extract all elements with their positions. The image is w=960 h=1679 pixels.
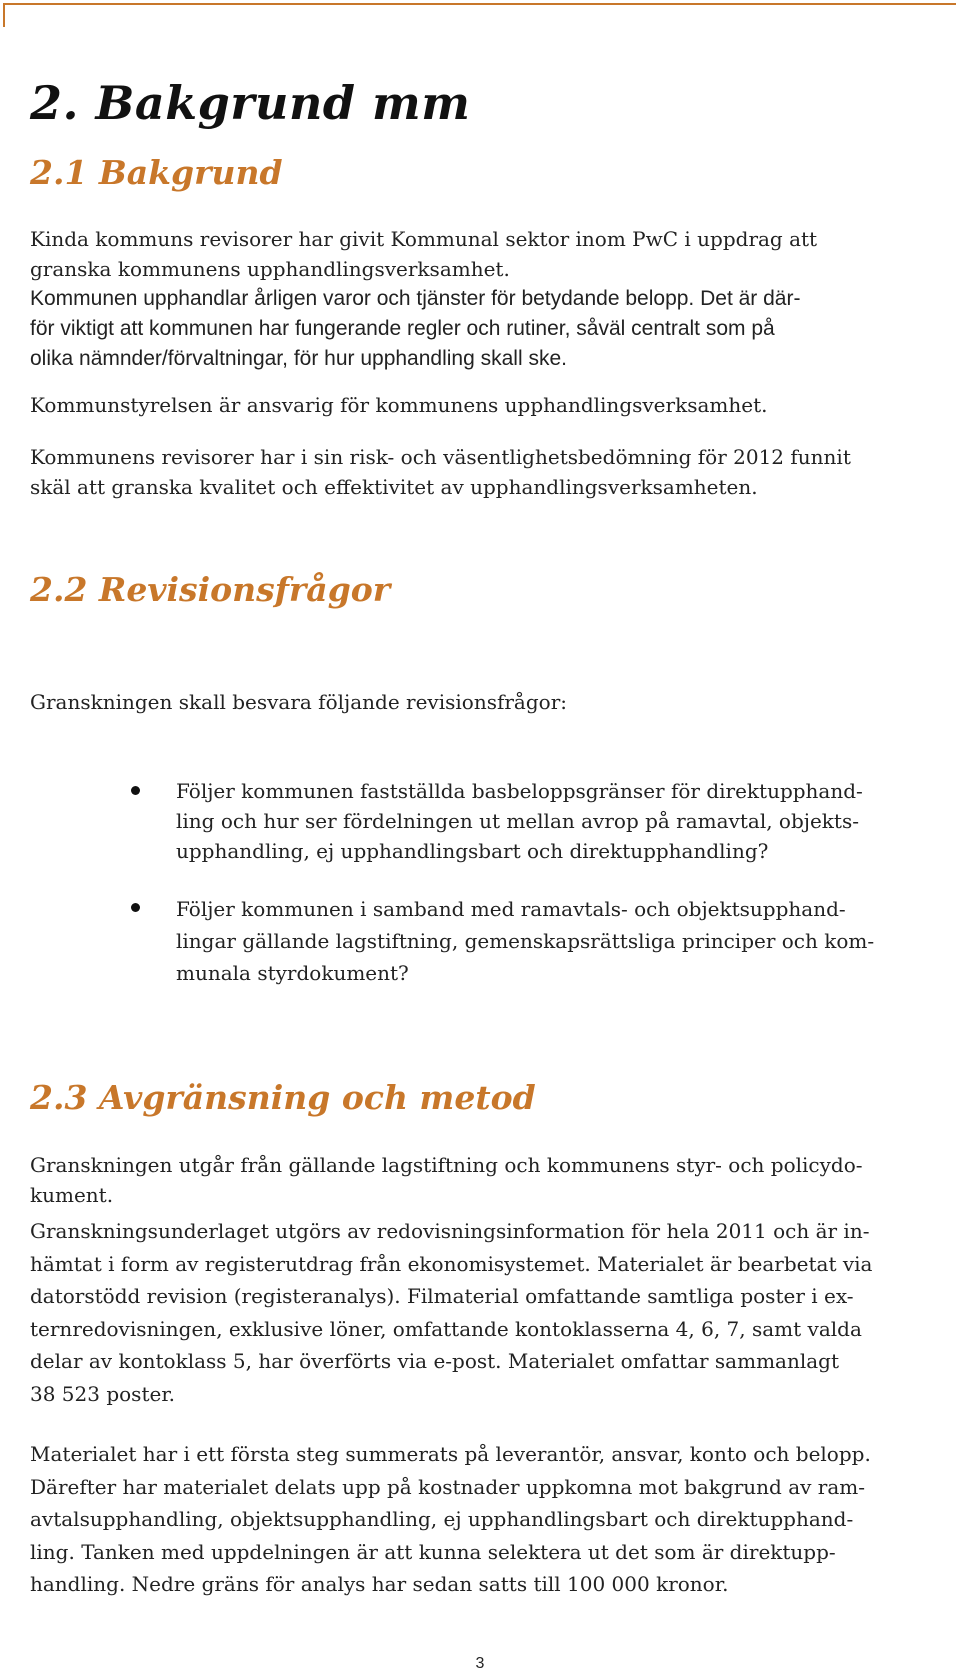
text-line: ling och hur ser fördelningen ut mellan avrop på ramavtal, objekts- xyxy=(176,809,859,833)
text-line: granska kommunens upphandlingsverksamhet. xyxy=(30,257,510,281)
text-line: Kommunstyrelsen är ansvarig för kommunens upphandlingsverksamhet. xyxy=(30,393,768,417)
section-heading-avgransning: 2.3 Avgränsning och metod xyxy=(30,1078,536,1117)
text-line: skäl att granska kvalitet och effektivitet av upphandlingsverksamheten. xyxy=(30,475,758,499)
text-line: ling. Tanken med uppdelningen är att kunna selektera ut det som är direktupp- xyxy=(30,1539,836,1564)
paragraph-uppdrag xyxy=(30,224,935,284)
page-frame-top-rule xyxy=(3,3,956,5)
text-line: munala styrdokument? xyxy=(176,961,409,985)
text-line: ternredovisningen, exklusive löner, omfattande kontoklasserna 4, 6, 7, samt valda xyxy=(30,1316,862,1341)
list-item-text xyxy=(176,893,936,989)
text-line: Kommunen upphandlar årligen varor och tjänster för betydande belopp. Det är där- xyxy=(30,287,801,310)
text-line: datorstödd revision (registeranalys). Filmaterial omfattande samtliga poster i ex- xyxy=(30,1284,854,1308)
list-item-text xyxy=(176,776,936,866)
text-line: för viktigt att kommunen har fungerande regler och rutiner, såväl centralt som på xyxy=(30,317,775,340)
section-heading-revisionsfragor: 2.2 Revisionsfrågor xyxy=(30,570,391,609)
text-line: olika nämnder/förvaltningar, för hur upphandling skall ske. xyxy=(30,347,567,370)
page-number: 3 xyxy=(475,1655,485,1672)
text-line: upphandling, ej upphandlingsbart och direktupphandling? xyxy=(176,839,769,863)
text-line: Kinda kommuns revisorer har givit Kommunal sektor inom PwC i uppdrag att xyxy=(30,227,818,251)
paragraph-upphandlar xyxy=(30,284,935,374)
chapter-heading: 2. Bakgrund mm xyxy=(30,76,471,130)
paragraph-risk-bedomning xyxy=(30,442,935,502)
paragraph-summering xyxy=(30,1438,935,1601)
paragraph-underlag xyxy=(30,1215,935,1410)
text-line: Granskningen utgår från gällande lagstiftning och kommunens styr- och policydo- xyxy=(30,1153,863,1177)
section-heading-bakgrund: 2.1 Bakgrund xyxy=(30,153,283,192)
text-line: lingar gällande lagstiftning, gemenskapsrättsliga principer och kom- xyxy=(176,929,875,953)
bullet-icon xyxy=(131,786,140,795)
text-line: avtalsupphandling, objektsupphandling, ej upphandlingsbart och direktupphand- xyxy=(30,1507,854,1531)
text-line: Granskningsunderlaget utgörs av redovisningsinformation för hela 2011 och är in- xyxy=(30,1219,870,1243)
text-line: delar av kontoklass 5, har överförts via e-post. Materialet omfattar sammanlagt xyxy=(30,1349,840,1373)
text-line: Därefter har materialet delats upp på kostnader uppkomna mot bakgrund av ram- xyxy=(30,1474,865,1499)
paragraph-revisionsfragor-intro xyxy=(30,687,935,717)
text-line: 38 523 poster. xyxy=(30,1381,176,1406)
text-line: Följer kommunen fastställda basbeloppsgränser för direktupphand- xyxy=(176,779,863,803)
paragraph-lagstiftning xyxy=(30,1150,935,1210)
text-line: handling. Nedre gräns för analys har sedan satts till 100 000 kronor. xyxy=(30,1572,729,1596)
text-line: Materialet har i ett första steg summerats på leverantör, ansvar, konto och belopp. xyxy=(30,1442,871,1466)
paragraph-kommunstyrelsen xyxy=(30,390,935,420)
text-line: hämtat i form av registerutdrag från ekonomisystemet. Materialet är bearbetat via xyxy=(30,1251,873,1276)
text-line: Granskningen skall besvara följande revisionsfrågor: xyxy=(30,690,567,714)
page-frame-left-rule xyxy=(3,3,5,27)
text-line: Kommunens revisorer har i sin risk- och väsentlighetsbedömning för 2012 funnit xyxy=(30,445,851,469)
text-line: Följer kommunen i samband med ramavtals- och objektsupphand- xyxy=(176,897,846,921)
bullet-icon xyxy=(131,903,140,912)
text-line: kument. xyxy=(30,1183,114,1207)
